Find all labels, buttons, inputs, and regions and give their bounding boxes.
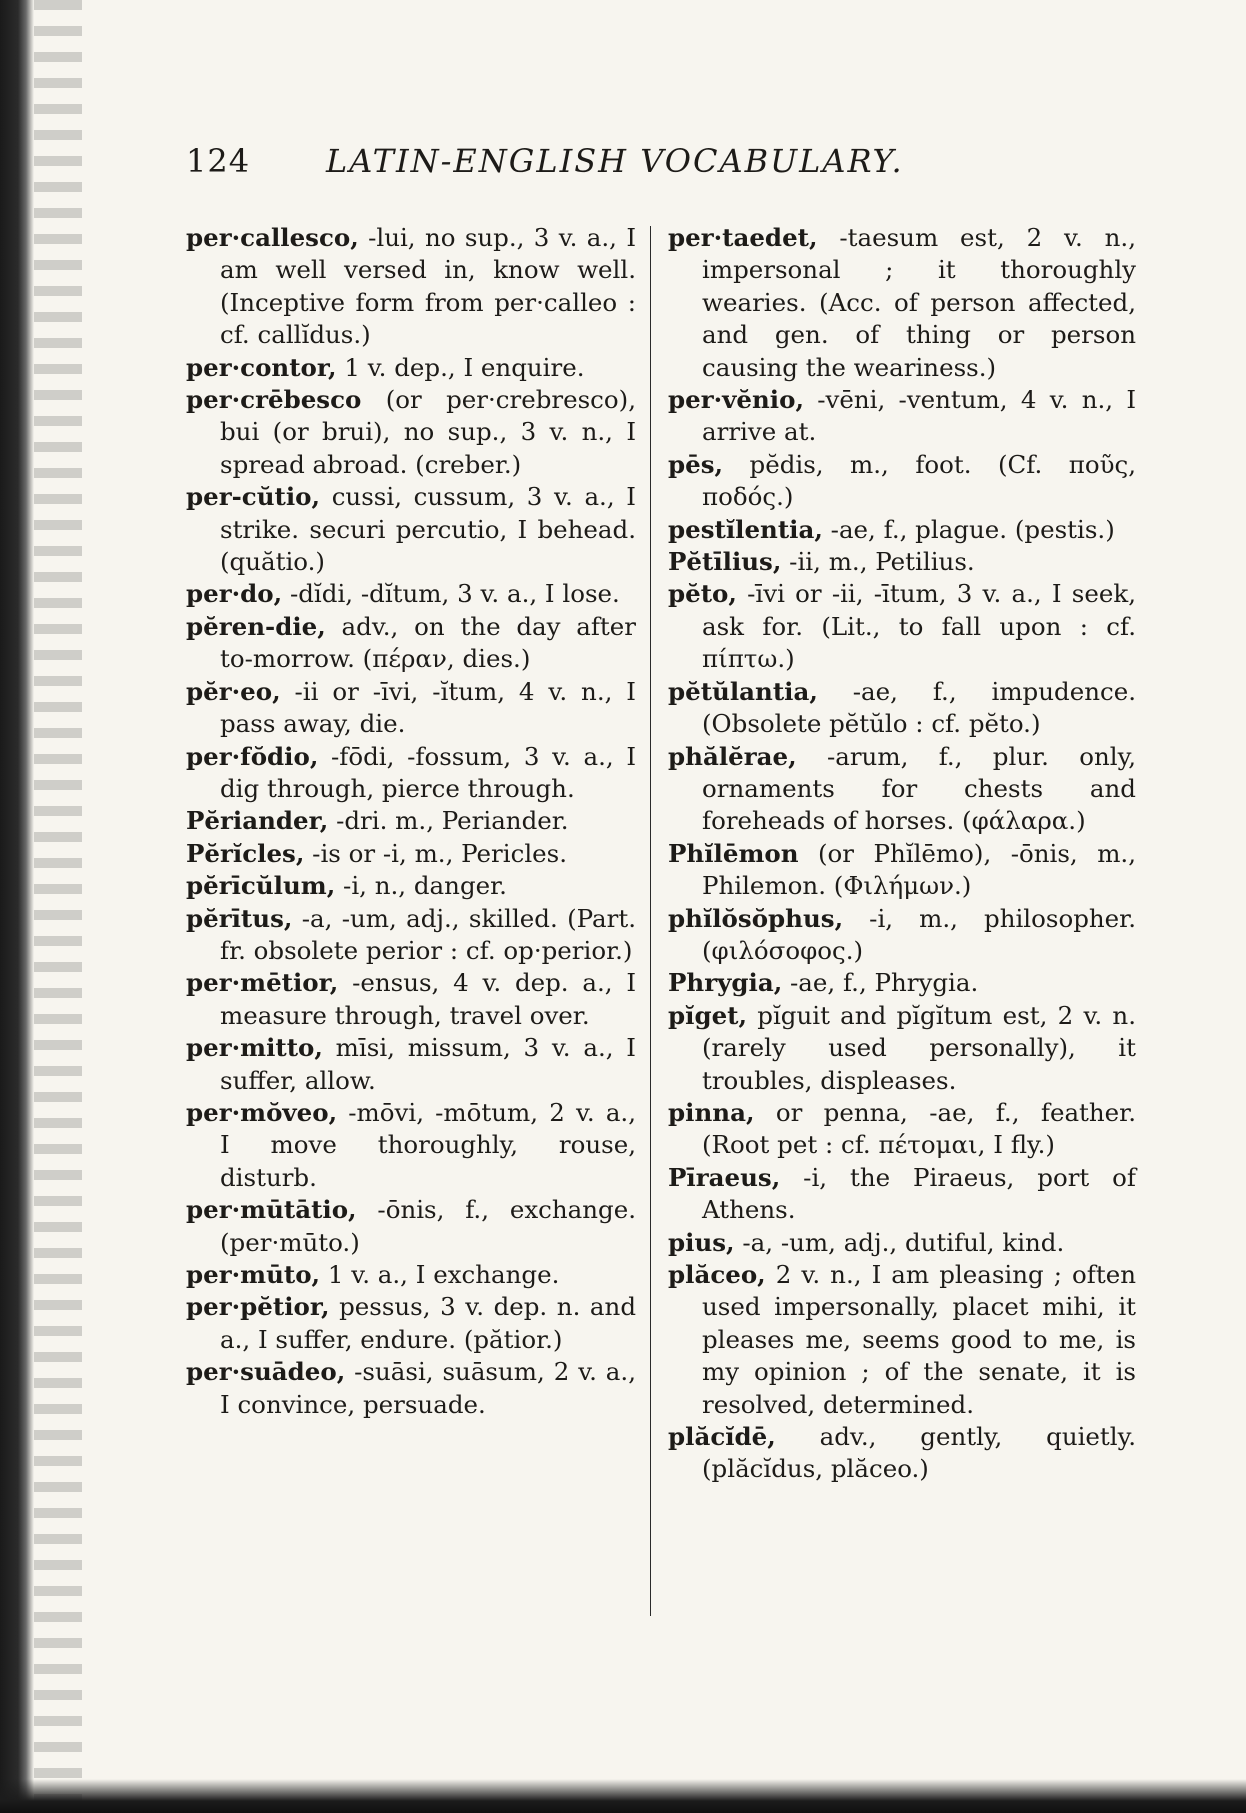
headword: per·vĕnio, — [668, 385, 804, 415]
definition: -i, n., danger. — [335, 871, 507, 901]
headword: Phrygia, — [668, 968, 783, 998]
definition: -ii, m., Petilius. — [781, 547, 975, 577]
headword: per·crēbesco — [186, 385, 362, 415]
vocab-entry — [668, 1162, 1136, 1227]
vocab-entry — [186, 967, 636, 1032]
definition: -is or -i, m., Pericles. — [304, 838, 568, 868]
headword: Pĕtīlius, — [668, 547, 782, 577]
definition: 1 v. a., I exchange. — [320, 1260, 560, 1289]
definition: 1 v. dep., I enquire. — [336, 352, 585, 382]
definition: pessus, 3 v. dep. n. and a., I suffer, endure. (pătior.) — [220, 1292, 636, 1354]
definition: -ii or -īvi, -ĭtum, 4 v. n., I pass away, die. — [220, 676, 636, 739]
definition: -a, -um, adj., skilled. (Part. fr. obsolete perior : cf. op·perior.) — [220, 903, 636, 965]
vocab-entry — [186, 805, 636, 837]
headword: per-cŭtio, — [186, 482, 321, 512]
vocab-entry — [668, 1000, 1136, 1097]
headword: Pīraeus, — [668, 1162, 781, 1192]
column-divider — [650, 226, 651, 1616]
vocab-entry — [668, 1227, 1136, 1259]
left-column — [186, 222, 636, 1421]
vocab-entry — [668, 449, 1136, 514]
headword: per·mūto, — [186, 1260, 321, 1289]
vocab-entry — [186, 1032, 636, 1097]
headword: phălĕrae, — [668, 741, 797, 771]
vocab-entry — [186, 384, 636, 481]
headword: pĕr·eo, — [186, 676, 281, 706]
headword: per·suādeo, — [186, 1357, 346, 1387]
headword: Phĭlēmon — [668, 838, 799, 868]
vocab-entry — [668, 676, 1136, 741]
vocab-entry — [186, 611, 636, 676]
definition: -fōdi, -fossum, 3 v. a., I dig through, pierce through. — [220, 741, 636, 803]
headword: pĕto, — [668, 579, 737, 609]
vocab-entry — [668, 222, 1136, 384]
headword: pĕrīcŭlum, — [186, 871, 336, 901]
headword: pinna, — [668, 1097, 755, 1127]
headword: pĕtŭlantia, — [668, 676, 818, 706]
headword: per·contor, — [186, 352, 337, 382]
headword: Pĕrĭcles, — [186, 838, 305, 868]
definition: -i, the Piraeus, port of Athens. — [702, 1162, 1136, 1225]
right-column — [668, 222, 1136, 1486]
vocab-entry — [668, 384, 1136, 449]
vocab-entry — [186, 903, 636, 968]
headword: Pĕriander, — [186, 806, 329, 836]
definition: -ae, f., Phrygia. — [782, 968, 979, 998]
definition: -lui, no sup., 3 v. a., I am well versed in, know well. (Inceptive form from per·calleo : cf. callĭdus.) — [220, 223, 636, 350]
definition: (or Phĭlēmo), -ōnis, m., Philemon. (Φιλήμων.) — [702, 838, 1136, 901]
definition: cussi, cussum, 3 v. a., I strike. securi percutio, I behead. (quătio.) — [220, 482, 636, 577]
headword: plăceo, — [668, 1260, 766, 1289]
headword: per·mētior, — [186, 968, 339, 998]
definition: -vēni, -ventum, 4 v. n., I arrive at. — [702, 385, 1136, 447]
vocab-entry — [668, 838, 1136, 903]
definition: -dĭdi, -dĭtum, 3 v. a., I lose. — [282, 579, 620, 609]
vocab-entry — [186, 481, 636, 578]
binding-edge-marks — [34, 0, 82, 1813]
vocab-entry — [668, 1097, 1136, 1162]
vocab-entry — [668, 546, 1136, 578]
vocab-entry — [668, 1259, 1136, 1421]
definition: pĭguit and pĭgĭtum est, 2 v. n. (rarely used personally), it troubles, displeases. — [702, 1000, 1136, 1095]
definition: -taesum est, 2 v. n., impersonal ; it thoroughly wearies. (Acc. of person affected, and gen. of thing or person causing the weariness.) — [702, 223, 1136, 382]
headword: pĭget, — [668, 1000, 748, 1030]
page-header — [186, 142, 1006, 188]
definition: adv., gently, quietly. (plăcĭdus, plăceo.) — [702, 1422, 1136, 1484]
binding-shadow — [0, 0, 34, 1813]
definition: -ae, f., impudence. (Obsolete pĕtŭlo : cf. pĕto.) — [702, 676, 1136, 739]
vocab-entry — [186, 838, 636, 870]
headword: phĭlŏsŏphus, — [668, 903, 844, 933]
definition: -i, m., philosopher. (φιλόσοφος.) — [702, 903, 1136, 965]
headword: per·fŏdio, — [186, 741, 319, 771]
headword: plăcĭdē, — [668, 1422, 776, 1452]
headword: pēs, — [668, 449, 724, 479]
vocab-entry — [668, 1421, 1136, 1486]
vocab-entry — [668, 578, 1136, 675]
definition: -arum, f., plur. only, ornaments for chests and foreheads of horses. (φάλαρα.) — [702, 741, 1136, 836]
definition: pĕdis, m., foot. (Cf. ποῦς, ποδός.) — [702, 449, 1136, 512]
headword: per·mūtātio, — [186, 1195, 357, 1225]
running-title: LATIN-ENGLISH VOCABULARY. — [326, 142, 904, 180]
definition: -a, -um, adj., dutiful, kind. — [734, 1227, 1065, 1257]
definition: -ōnis, f., exchange. (per·mūto.) — [220, 1195, 636, 1257]
vocab-entry — [186, 741, 636, 806]
headword: pestĭlentia, — [668, 514, 823, 544]
definition: adv., on the day after to-morrow. (πέραν, dies.) — [220, 611, 636, 674]
vocab-entry — [186, 578, 636, 610]
headword: per·pĕtior, — [186, 1292, 330, 1322]
definition: 2 v. n., I am pleasing ; often used impersonally, placet mihi, it pleases me, seems good to me, is my opinion ; of the senate, it is resolved, determined. — [702, 1260, 1136, 1419]
headword: per·mŏveo, — [186, 1097, 338, 1127]
page-bottom-edge — [0, 1779, 1246, 1813]
definition: -ae, f., plague. (pestis.) — [822, 514, 1115, 544]
vocab-entry — [186, 1259, 636, 1291]
vocab-entry — [186, 352, 636, 384]
vocab-entry — [186, 1356, 636, 1421]
vocab-entry — [186, 1291, 636, 1356]
definition: -mōvi, -mōtum, 2 v. a., I move thoroughly, rouse, disturb. — [220, 1097, 636, 1192]
page-number: 124 — [186, 142, 251, 180]
definition: -ensus, 4 v. dep. a., I measure through, travel over. — [220, 968, 636, 1030]
vocab-entry — [668, 967, 1136, 999]
definition: (or per·crebresco), bui (or brui), no sup., 3 v. n., I spread abroad. (creber.) — [220, 385, 636, 479]
vocab-entry — [668, 514, 1136, 546]
headword: per·taedet, — [668, 223, 818, 252]
headword: per·mitto, — [186, 1033, 323, 1063]
definition: mīsi, missum, 3 v. a., I suffer, allow. — [220, 1033, 636, 1095]
vocab-entry — [186, 222, 636, 352]
definition: or penna, -ae, f., feather. (Root pet : cf. πέτομαι, I fly.) — [702, 1097, 1136, 1160]
definition: -suāsi, suāsum, 2 v. a., I convince, persuade. — [220, 1357, 636, 1419]
headword: pĕren-die, — [186, 611, 326, 641]
headword: pĕrītus, — [186, 903, 293, 933]
headword: pius, — [668, 1227, 735, 1257]
vocab-entry — [668, 741, 1136, 838]
vocab-entry — [186, 1097, 636, 1194]
headword: per·do, — [186, 579, 283, 609]
vocab-entry — [186, 870, 636, 902]
vocab-entry — [186, 1194, 636, 1259]
definition: -dri. m., Periander. — [328, 806, 569, 836]
headword: per·callesco, — [186, 223, 359, 252]
vocab-entry — [668, 903, 1136, 968]
definition: -īvi or -ii, -ītum, 3 v. a., I seek, ask for. (Lit., to fall upon : cf. πίπτω.) — [702, 579, 1136, 674]
vocab-entry — [186, 676, 636, 741]
